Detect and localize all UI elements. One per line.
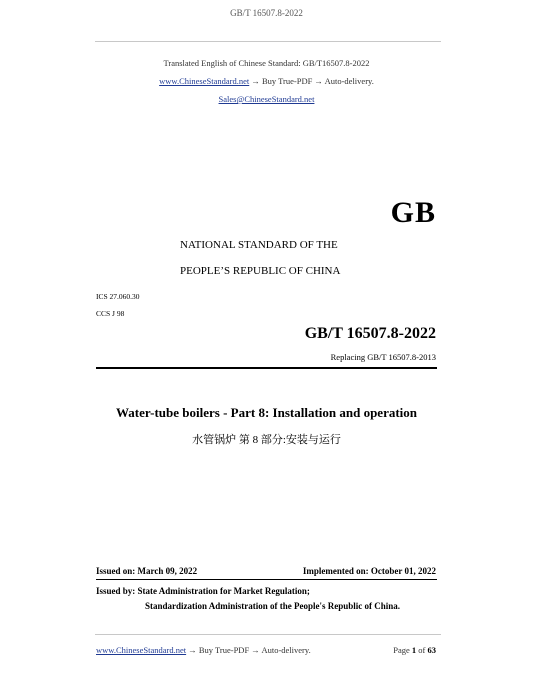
issued-date: Issued on: March 09, 2022 [96,566,198,576]
translated-line: Translated English of Chinese Standard: GB/T16507.8-2022 [163,58,370,68]
footer-buy-text: → Buy True-PDF → Auto-delivery. [188,645,311,655]
national-standard-line1: NATIONAL STANDARD OF THE [180,239,338,251]
header-divider [95,41,441,42]
page-total: 63 [427,645,436,655]
running-header: GB/T 16507.8-2022 [230,8,303,18]
footer-site-link[interactable]: www.ChineseStandard.net [96,645,187,655]
ics-code: ICS 27.060.30 [96,292,140,301]
footer-divider [95,634,441,635]
dates-divider [96,579,437,580]
title-divider [96,367,437,369]
issuer-line2: Standardization Administration of the People's Republic of China. [145,601,401,611]
national-standard-line2: PEOPLE’S REPUBLIC OF CHINA [180,265,341,277]
ccs-code: CCS J 98 [96,309,125,318]
page-of: of [418,645,426,655]
footer-left [96,645,311,655]
replacing-note: Replacing GB/T 16507.8-2013 [330,352,436,362]
page-current: 1 [411,645,417,655]
standard-code: GB/T 16507.8-2022 [304,325,436,342]
title-chinese: 水管锅炉 第 8 部分:安装与运行 [192,434,341,446]
buy-line [0,76,533,86]
page-indicator [393,645,436,655]
issuer-line1: Issued by: State Administration for Market Regulation; [96,586,310,596]
email-line [0,94,533,104]
title-english: Water-tube boilers - Part 8: Installation and operation [115,405,418,420]
gb-logo: GB [390,196,436,229]
buy-text: → Buy True-PDF → Auto-delivery. [251,76,374,86]
implemented-date: Implemented on: October 01, 2022 [302,566,436,576]
site-link[interactable]: www.ChineseStandard.net [159,76,250,86]
email-link[interactable]: Sales@ChineseStandard.net [218,94,315,104]
page-label: Page [393,645,410,655]
